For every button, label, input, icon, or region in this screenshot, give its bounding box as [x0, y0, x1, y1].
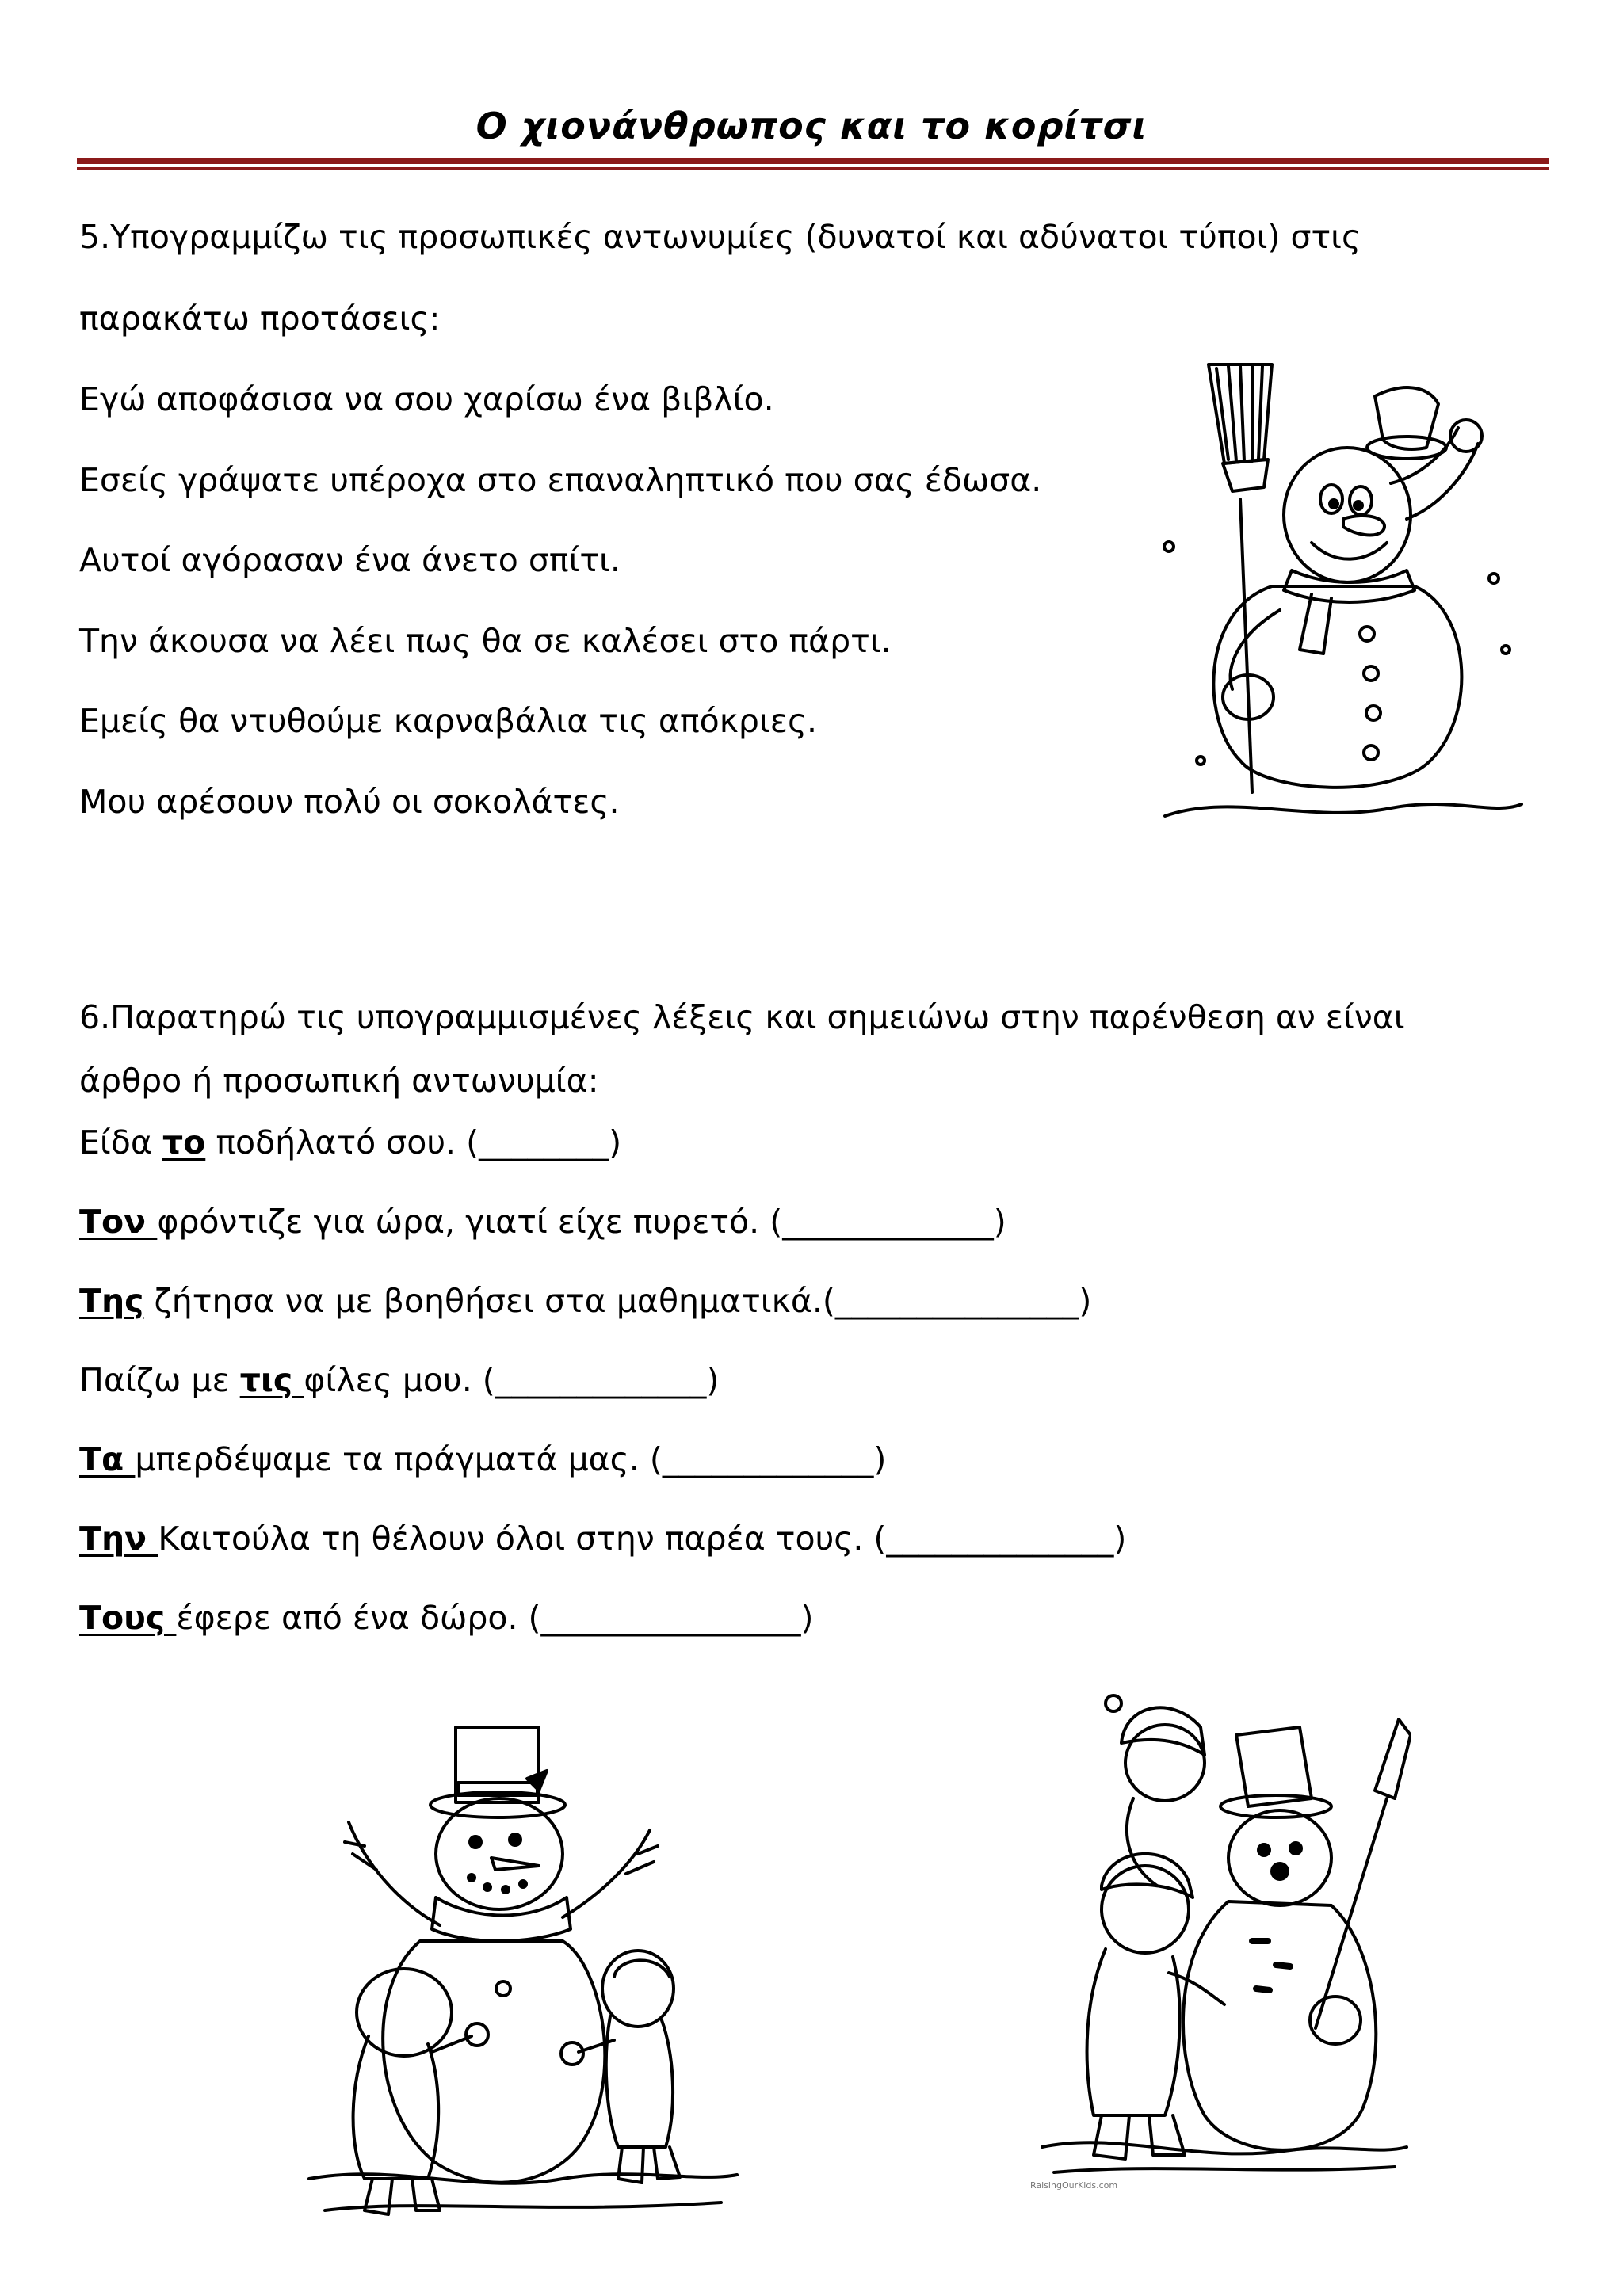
paren-close: ) — [1113, 1520, 1127, 1558]
item-text-post: έφερε από ένα δώρο. ( — [176, 1599, 541, 1637]
underlined-word: Της — [79, 1282, 144, 1320]
title-rule-thin — [77, 167, 1549, 170]
snowman-waving-illustration — [1153, 349, 1529, 832]
illustration-credit: RaisingOurKids.com — [1030, 2180, 1118, 2191]
answer-blank[interactable]: _____________ — [495, 1361, 707, 1399]
exercise5-sentence-4: Την άκουσα να λέει πως θα σε καλέσει στο πάρτι. — [79, 622, 892, 660]
underlined-word: τις — [239, 1361, 304, 1399]
exercise5-sentence-3: Αυτοί αγόρασαν ένα άνετο σπίτι. — [79, 541, 621, 579]
exercise5-sentence-5: Εμείς θα ντυθούμε καρναβάλια τις απόκριες. — [79, 702, 818, 740]
exercise6-item-5 — [79, 1440, 886, 1478]
item-text-post: φρόντιζε για ώρα, γιατί είχε πυρετό. ( — [157, 1203, 783, 1241]
exercise6-item-2 — [79, 1203, 1006, 1241]
underlined-word: το — [162, 1123, 206, 1161]
exercise6-item-6 — [79, 1520, 1126, 1558]
paren-close: ) — [609, 1123, 622, 1161]
exercise5-sentence-1: Εγώ αποφάσισα να σου χαρίσω ένα βιβλίο. — [79, 380, 774, 418]
underlined-word: Την — [79, 1520, 158, 1558]
item-text-post: ποδήλατό σου. ( — [205, 1123, 479, 1161]
item-text-post: φίλες μου. ( — [304, 1361, 495, 1399]
item-text-post: Καιτούλα τη θέλουν όλοι στην παρέα τους. ( — [158, 1520, 887, 1558]
exercise6-heading: 6.Παρατηρώ τις υπογραμμισμένες λέξεις και σημειώνω στην παρένθεση αν είναι — [79, 998, 1405, 1036]
page-title: Ο χιονάνθρωπος και το κορίτσι — [475, 105, 1148, 147]
answer-blank[interactable]: ______________ — [886, 1520, 1114, 1558]
paren-close: ) — [706, 1361, 720, 1399]
exercise6-heading-cont: άρθρο ή προσωπική αντωνυμία: — [79, 1062, 599, 1100]
paren-close: ) — [800, 1599, 814, 1637]
paren-close: ) — [873, 1440, 887, 1478]
item-text-pre: Παίζω με — [79, 1361, 240, 1399]
answer-blank[interactable]: ________________ — [540, 1599, 801, 1637]
answer-blank[interactable]: ________ — [479, 1123, 609, 1161]
exercise5-sentence-6: Μου αρέσουν πολύ οι σοκολάτες. — [79, 783, 620, 821]
paren-close: ) — [1079, 1282, 1092, 1320]
item-text-post: ζήτησα να με βοηθήσει στα μαθηματικά.( — [143, 1282, 835, 1320]
exercise6-item-1 — [79, 1123, 621, 1161]
answer-blank[interactable]: _______________ — [834, 1282, 1079, 1320]
exercise5-heading: 5.Υπογραμμίζω τις προσωπικές αντωνυμίες (δυνατοί και αδύνατοι τύποι) στις — [79, 218, 1361, 256]
exercise6-item-3 — [79, 1282, 1091, 1320]
underlined-word: Τους — [79, 1599, 177, 1637]
item-text-pre: Είδα — [79, 1123, 162, 1161]
underlined-word: Τον — [79, 1203, 158, 1241]
exercise6-item-4 — [79, 1361, 719, 1399]
answer-blank[interactable]: _____________ — [662, 1440, 874, 1478]
answer-blank[interactable]: _____________ — [782, 1203, 994, 1241]
title-rule — [77, 158, 1549, 164]
underlined-word: Τα — [79, 1440, 136, 1478]
item-text-post: μπερδέψαμε τα πράγματά μας. ( — [135, 1440, 663, 1478]
exercise6-item-7 — [79, 1599, 814, 1637]
exercise5-sentence-2: Εσείς γράψατε υπέροχα στο επαναληπτικό που σας έδωσα. — [79, 461, 1042, 499]
exercise5-heading-cont: παρακάτω προτάσεις: — [79, 299, 441, 338]
paren-close: ) — [993, 1203, 1006, 1241]
children-building-snowman-illustration — [301, 1703, 745, 2218]
kids-with-snowman-illustration — [1038, 1688, 1411, 2179]
